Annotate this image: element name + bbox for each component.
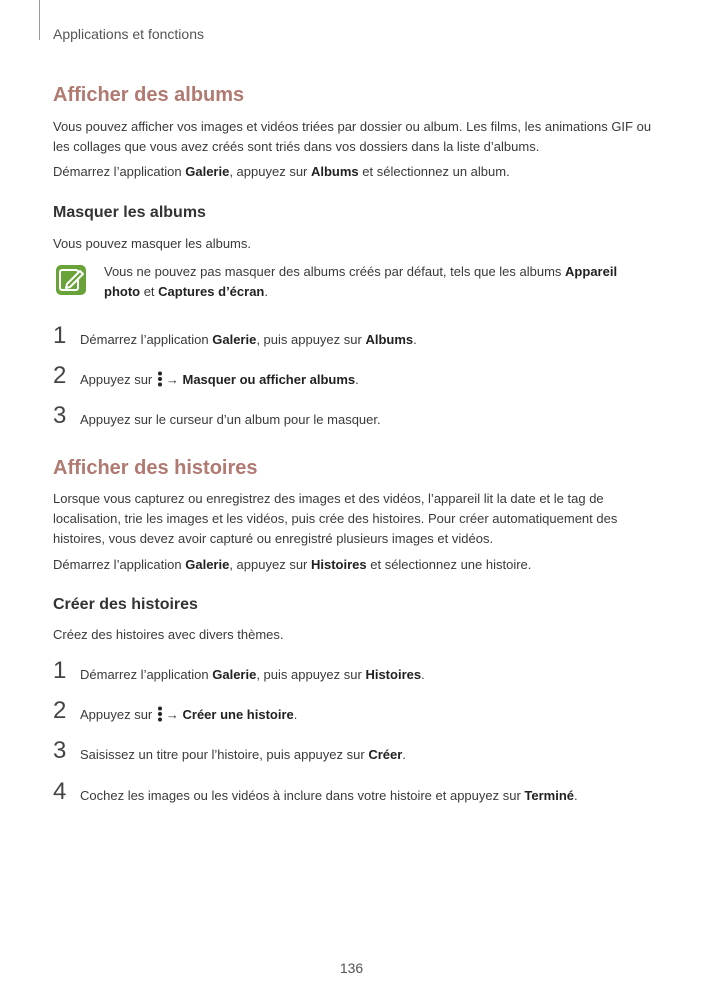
note-text: Vous ne pouvez pas masquer des albums créés par défaut, tels que les albums Appareil photo et Captures d’écran.	[104, 264, 618, 299]
step-hide-1	[53, 322, 673, 352]
step-text: Appuyez sur → Masquer ou afficher albums.	[80, 372, 359, 387]
step-create-1	[53, 657, 673, 687]
stories-instructions: Démarrez l’application Galerie, appuyez sur Histoires et sélectionnez une histoire.	[53, 557, 532, 572]
albums-intro: Vous pouvez afficher vos images et vidéos triées par dossier ou album. Les films, les animations GIF ou les collages que vous avez créés sont triés dans vos dossiers dans la liste d’albums.	[53, 119, 652, 154]
step-text: Démarrez l’application Galerie, puis appuyez sur Histoires.	[80, 667, 425, 682]
note-pencil-icon	[55, 264, 87, 296]
step-text: Saisissez un titre pour l’histoire, puis appuyez sur Créer.	[80, 747, 406, 762]
section-title-albums: Afficher des albums	[53, 84, 245, 106]
subsection-title-create-stories: Créer des histoires	[53, 596, 198, 613]
step-text: Cochez les images ou les vidéos à inclure dans votre histoire et appuyez sur Terminé.	[80, 788, 578, 803]
step-hide-2	[53, 362, 673, 392]
step-number: 2	[53, 697, 67, 724]
stories-intro: Lorsque vous capturez ou enregistrez des images et des vidéos, l’appareil lit la date et le tag de localisation, trie les images et les vidéos, puis crée des histoires. Pour créer automatiquement des histoires, vous devez avoir capturé ou enregistré plusieurs images et vidéos.	[53, 491, 618, 546]
step-text: Appuyez sur le curseur d’un album pour le masquer.	[80, 412, 381, 427]
page-header: Applications et fonctions	[53, 26, 204, 42]
step-create-3	[53, 737, 673, 767]
step-hide-3	[53, 402, 673, 432]
step-number: 3	[53, 402, 67, 429]
step-number: 2	[53, 362, 67, 389]
step-number: 4	[53, 778, 67, 805]
step-number: 1	[53, 657, 67, 684]
step-create-2	[53, 697, 673, 727]
create-stories-intro: Créez des histoires avec divers thèmes.	[53, 627, 284, 642]
hide-albums-intro: Vous pouvez masquer les albums.	[53, 236, 251, 251]
section-title-stories: Afficher des histoires	[53, 457, 258, 479]
step-number: 1	[53, 322, 67, 349]
step-number: 3	[53, 737, 67, 764]
page-number: 136	[339, 960, 364, 976]
subsection-title-hide-albums: Masquer les albums	[53, 204, 206, 221]
albums-instructions: Démarrez l’application Galerie, appuyez sur Albums et sélectionnez un album.	[53, 164, 510, 179]
header-divider	[39, 0, 40, 40]
more-options-icon	[157, 371, 163, 387]
step-text: Démarrez l’application Galerie, puis appuyez sur Albums.	[80, 332, 417, 347]
step-create-4	[53, 778, 673, 808]
step-text: Appuyez sur → Créer une histoire.	[80, 707, 298, 722]
more-options-icon	[157, 706, 163, 722]
